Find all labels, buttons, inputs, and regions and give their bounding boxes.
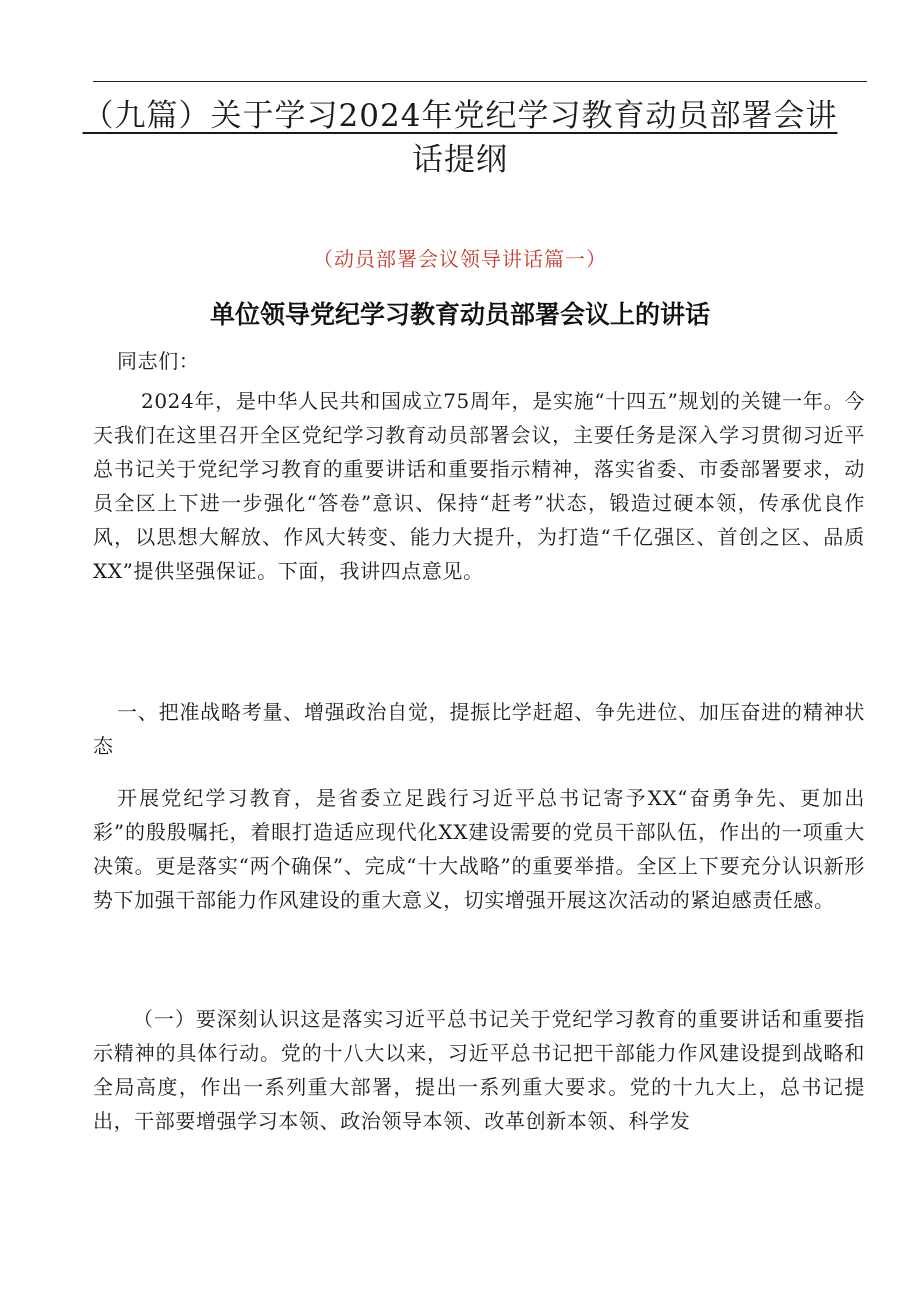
greeting: 同志们：	[117, 349, 200, 373]
speech-title: 单位领导党纪学习教育动员部署会议上的讲话	[209, 300, 710, 329]
heading-section-one: 一、把准战略考量、增强政治自觉，提振比学赶超、争先进位、加压奋进的精神状态	[93, 700, 865, 758]
document-title-text: （九篇）关于学习2024年党纪学习教育动员部署会讲	[82, 98, 838, 134]
top-rule	[93, 81, 867, 82]
paragraph-section-one: 开展党纪学习教育，是省委立足践行习近平总书记寄予XX“奋勇争先、更加出彩”的殷殷嘱托，着眼打造适应现代化XX建设需要的党员干部队伍，作出的一项重大决策。更是落实“两个确保”、完成“十大战略”的重要举措。全区上下要充分认识新形势下加强干部能力作风建设的重大意义，切实增强开展这次活动的紧迫感责任感。	[93, 786, 865, 912]
paragraph-subsection-one: （一）要深刻认识这是落实习近平总书记关于党纪学习教育的重要讲话和重要指示精神的具体行动。党的十八大以来，习近平总书记把干部能力作风建设提到战略和全局高度，作出一系列重大部署，提出一系列重大要求。党的十九大上，总书记提出，干部要增强学习本领、政治领导本领、改革创新本领、科学发	[93, 1007, 865, 1133]
paragraph-intro: 2024年，是中华人民共和国成立75周年，是实施“十四五”规划的关键一年。今天我们在这里召开全区党纪学习教育动员部署会议，主要任务是深入学习贯彻习近平总书记关于党纪学习教育的重要讲话和重要指示精神，落实省委、市委部署要求，动员全区上下进一步强化“答卷”意识、保持“赶考”状态，锻造过硬本领，传承优良作风，以思想大解放、作风大转变、能力大提升，为打造“千亿强区、首创之区、品质XX”提供坚强保证。下面，我讲四点意见。	[93, 389, 865, 583]
document-title-line-2: 话提纲	[412, 142, 508, 178]
section-tag: （动员部署会议领导讲话篇一）	[313, 247, 607, 271]
document-title-line-1	[60, 92, 860, 140]
